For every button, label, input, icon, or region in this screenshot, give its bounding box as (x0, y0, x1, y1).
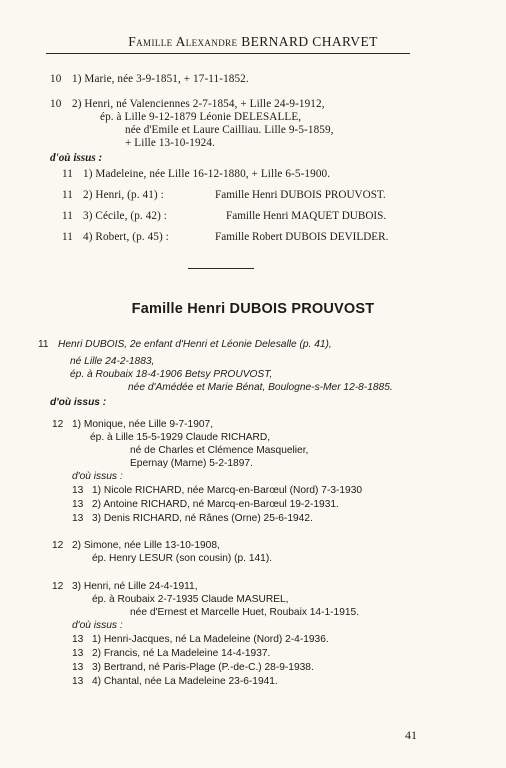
main-birth: né Lille 24-2-1883, (70, 356, 155, 367)
gen-number: 13 (72, 485, 84, 496)
henri-spouse-death: + Lille 13-10-1924. (125, 137, 215, 149)
simone-marriage: ép. Henry LESUR (son cousin) (p. 141). (92, 553, 273, 564)
henri3-marriage: ép. à Roubaix 2-7-1935 Claude MASUREL, (92, 594, 289, 605)
child-robert: 4) Robert, (p. 45) : (83, 231, 169, 243)
header-family-name: BERNARD CHARVET (241, 34, 378, 49)
henri-marriage: ép. à Lille 9-12-1879 Léonie DELESALLE, (100, 111, 302, 123)
gen-number: 10 (50, 73, 62, 85)
gen-number: 13 (72, 662, 84, 673)
gen-number: 11 (62, 210, 73, 222)
gen-number: 10 (50, 98, 62, 110)
dou-issus-label: d'où issus : (72, 471, 123, 482)
monique-spouse-parents: né de Charles et Clémence Masquelier, (130, 445, 309, 456)
ref-henri-family: Famille Henri DUBOIS PROUVOST. (215, 189, 386, 201)
gen-number: 13 (72, 499, 84, 510)
dou-issus-label: d'où issus : (50, 152, 103, 164)
page-header (0, 34, 506, 50)
grandchild-antoine: 2) Antoine RICHARD, né Marcq-en-Barœul 19-2-1931. (92, 499, 339, 510)
gen-number: 13 (72, 634, 84, 645)
grandchild-chantal: 4) Chantal, née La Madeleine 23-6-1941. (92, 676, 278, 687)
main-spouse-origin: née d'Amédée et Marie Bénat, Boulogne-s-Mer 12-8-1885. (128, 382, 393, 393)
grandchild-denis: 3) Denis RICHARD, né Rânes (Orne) 25-6-1942. (92, 513, 313, 524)
child-cecile: 3) Cécile, (p. 42) : (83, 210, 168, 222)
gen-number: 13 (72, 648, 84, 659)
gen-number: 11 (62, 168, 73, 180)
entry-marie: 1) Marie, née 3-9-1851, + 17-11-1852. (72, 73, 249, 85)
grandchild-francis: 2) Francis, né La Madeleine 14-4-1937. (92, 648, 271, 659)
section-separator (188, 268, 254, 269)
child-henri: 2) Henri, (p. 41) : (83, 189, 164, 201)
child-monique: 1) Monique, née Lille 9-7-1907, (72, 419, 214, 430)
gen-number: 13 (72, 676, 84, 687)
henri3-spouse-origin: née d'Ernest et Marcelle Huet, Roubaix 14-1-1915. (130, 607, 360, 618)
ref-robert-family: Famille Robert DUBOIS DEVILDER. (215, 231, 389, 243)
gen-number: 11 (62, 189, 73, 201)
header-rule (46, 53, 410, 54)
header-prefix: Famille Alexandre (128, 34, 238, 49)
grandchild-henri-jacques: 1) Henri-Jacques, né La Madeleine (Nord) 2-4-1936. (92, 634, 329, 645)
dou-issus-label: d'où issus : (50, 397, 107, 408)
gen-number: 11 (62, 231, 73, 243)
gen-number: 12 (52, 419, 64, 430)
gen-number: 12 (52, 581, 64, 592)
main-entry-henri-dubois: Henri DUBOIS, 2e enfant d'Henri et Léonie Delesalle (p. 41), (58, 339, 332, 350)
dou-issus-label: d'où issus : (72, 620, 123, 631)
entry-henri: 2) Henri, né Valenciennes 2-7-1854, + Lille 24-9-1912, (72, 98, 325, 110)
child-simone: 2) Simone, née Lille 13-10-1908, (72, 540, 220, 551)
monique-marriage: ép. à Lille 15-5-1929 Claude RICHARD, (90, 432, 271, 443)
grandchild-nicole: 1) Nicole RICHARD, née Marcq-en-Barœul (Nord) 7-3-1930 (92, 485, 363, 496)
child-henri-3: 3) Henri, né Lille 24-4-1911, (72, 581, 198, 592)
gen-number: 13 (72, 513, 84, 524)
grandchild-bertrand: 3) Bertrand, né Paris-Plage (P.-de-C.) 28-9-1938. (92, 662, 314, 673)
main-marriage: ép. à Roubaix 18-4-1906 Betsy PROUVOST, (70, 369, 273, 380)
page-number: 41 (405, 728, 417, 742)
gen-number: 12 (52, 540, 64, 551)
child-madeleine: 1) Madeleine, née Lille 16-12-1880, + Lille 6-5-1900. (83, 168, 331, 180)
monique-spouse-birth: Epernay (Marne) 5-2-1897. (130, 458, 253, 469)
henri-spouse-origin: née d'Emile et Laure Cailliau. Lille 9-5-1859, (125, 124, 334, 136)
section-title: Famille Henri DUBOIS PROUVOST (131, 301, 375, 317)
ref-cecile-family: Famille Henri MAQUET DUBOIS. (226, 210, 387, 222)
gen-number: 11 (38, 339, 49, 350)
